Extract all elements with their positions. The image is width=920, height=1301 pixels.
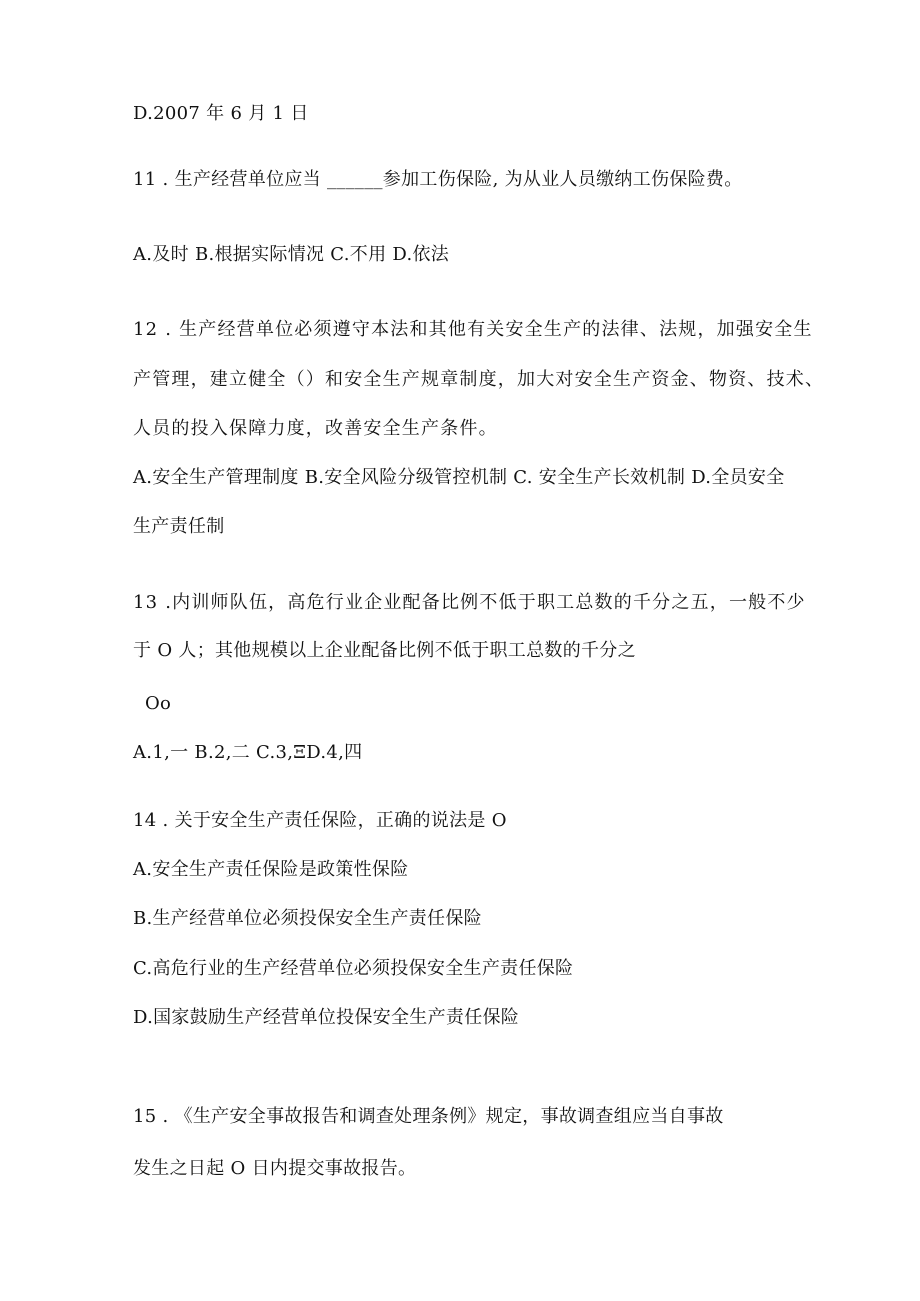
q12-question-line-2: 产管理，建立健全（）和安全生产规章制度，加大对安全生产资金、物资、技术、 bbox=[133, 369, 825, 390]
q10-option-d: D.2007 年 6 月 1 日 bbox=[133, 103, 309, 124]
q14-question: 14 . 关于安全生产责任保险，正确的说法是 O bbox=[133, 810, 507, 831]
q14-option-c: C.高危行业的生产经营单位必须投保安全生产责任保险 bbox=[133, 958, 574, 979]
q11-question: 11 . 生产经营单位应当 ______参加工伤保险, 为从业人员缴纳工伤保险费。 bbox=[133, 169, 743, 190]
q13-options: A.1,一 B.2,二 C.3,ΞD.4,四 bbox=[133, 742, 363, 763]
q13-question-line-2: 于 O 人；其他规模以上企业配备比例不低于职工总数的千分之 bbox=[133, 640, 636, 661]
q14-option-a: A.安全生产责任保险是政策性保险 bbox=[133, 859, 409, 880]
q13-question-line-1: 13 .内训师队伍，高危行业企业配备比例不低于职工总数的千分之五，一般不少 bbox=[133, 592, 806, 613]
q12-question-line-3: 人员的投入保障力度，改善安全生产条件。 bbox=[133, 418, 498, 439]
q14-option-b: B.生产经营单位必须投保安全生产责任保险 bbox=[133, 908, 482, 929]
q11-options: A.及时 B.根据实际情况 C.不用 D.依法 bbox=[133, 244, 450, 265]
q12-options-line-1: A.安全生产管理制度 B.安全风险分级管控机制 C. 安全生产长效机制 D.全员安全 bbox=[133, 467, 785, 488]
q12-question-line-1: 12 . 生产经营单位必须遵守本法和其他有关安全生产的法律、法规，加强安全生 bbox=[133, 319, 813, 340]
q14-option-d: D.国家鼓励生产经营单位投保安全生产责任保险 bbox=[133, 1007, 520, 1028]
q15-question-line-1: 15 . 《生产安全事故报告和调查处理条例》规定，事故调查组应当自事故 bbox=[133, 1106, 724, 1127]
q15-question-line-2: 发生之日起 O 日内提交事故报告。 bbox=[133, 1158, 417, 1179]
q13-question-line-3: Oo bbox=[145, 693, 172, 714]
q12-options-line-2: 生产责任制 bbox=[133, 516, 225, 537]
